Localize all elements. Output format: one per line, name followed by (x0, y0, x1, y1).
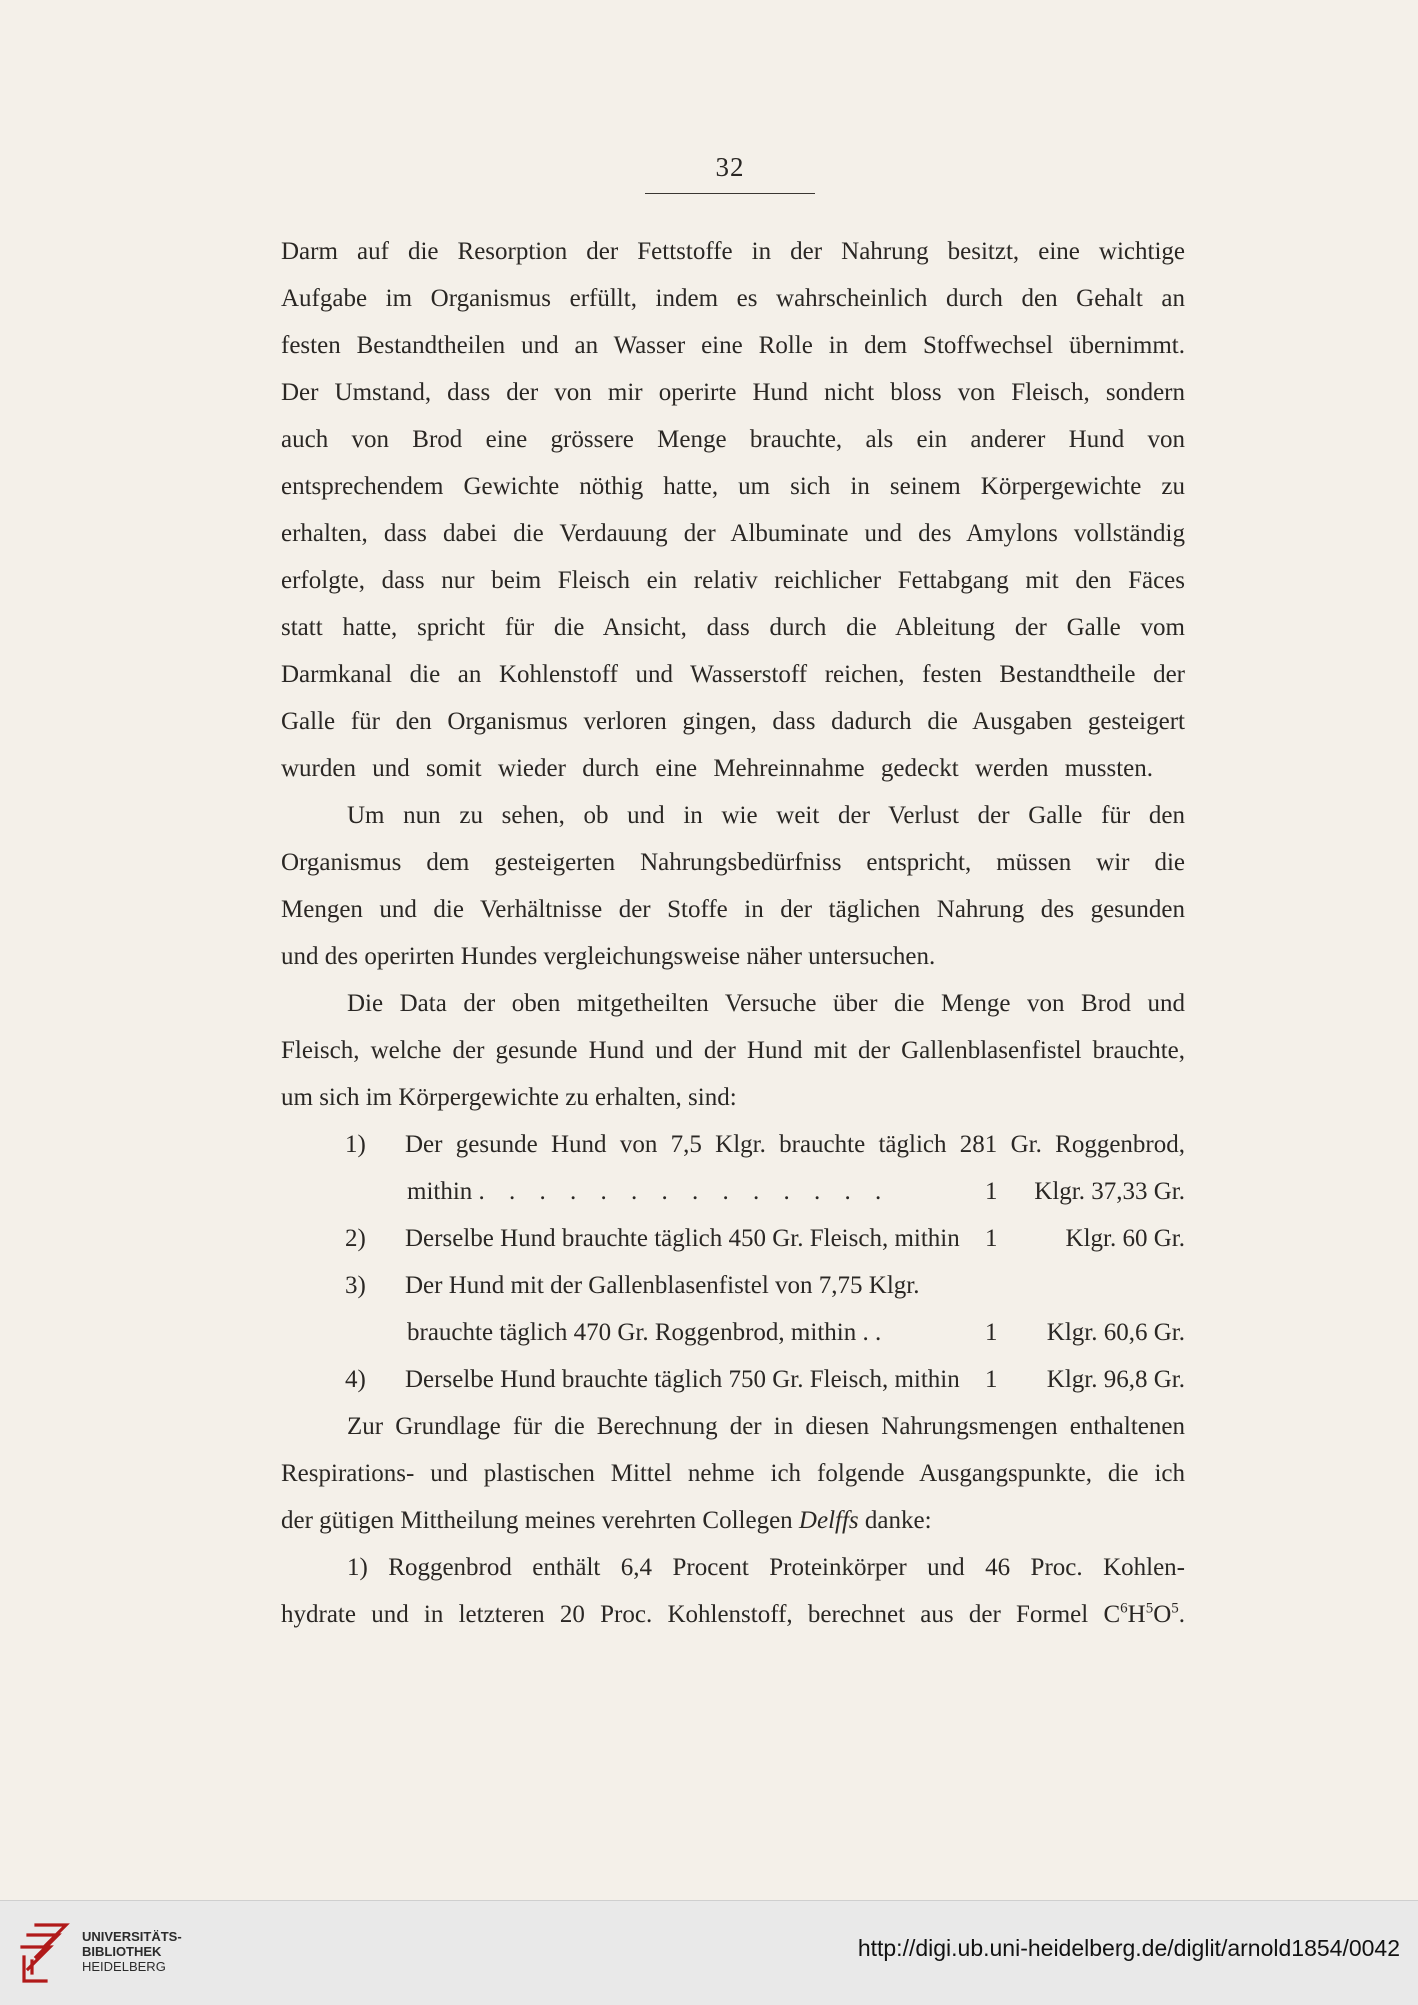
list-item (281, 1356, 1185, 1403)
library-footer (0, 1900, 1418, 2005)
list-text: Derselbe Hund brauchte täglich 450 Gr. Fleisch, mithin (405, 1225, 960, 1252)
page-body (281, 228, 1185, 1638)
list-text: Der Hund mit der Gallenblasenfistel von 7,75 Klgr. (405, 1272, 920, 1299)
numbered-list (281, 1121, 1185, 1403)
text-line: Darmkanal die an Kohlenstoff und Wasserstoff reichen, festen Bestandtheile der (281, 661, 1185, 688)
text-line: Zur Grundlage für die Berechnung der in diesen Nahrungsmengen enthaltenen (347, 1413, 1185, 1440)
list-number: 3) (345, 1272, 366, 1299)
text-line: Um nun zu sehen, ob und in wie weit der Verlust der Galle für den (347, 802, 1185, 829)
paragraph-3 (281, 980, 1185, 1121)
list-text (407, 1168, 985, 1215)
page-number-rule (645, 193, 815, 194)
text-line: Der Umstand, dass der von mir operirte Hund nicht bloss von Fleisch, sondern (281, 379, 1185, 406)
list-item-continuation (281, 1309, 1185, 1356)
text-line: 1) Roggenbrod enthält 6,4 Procent Proteinkörper und 46 Proc. Kohlen- (347, 1554, 1185, 1581)
list-text: Derselbe Hund brauchte täglich 750 Gr. Fleisch, mithin (405, 1366, 960, 1393)
text-line: auch von Brod eine grössere Menge brauchte, als ein anderer Hund von (281, 426, 1185, 453)
list-value: 1 Klgr. 60,6 Gr. (985, 1319, 1185, 1346)
text-line: Darm auf die Resorption der Fettstoffe in der Nahrung besitzt, eine wichtige (281, 238, 1185, 265)
list-number: 2) (345, 1225, 366, 1252)
text-line: wurden und somit wieder durch eine Mehreinnahme gedeckt werden mussten. (281, 755, 1153, 782)
text-line: erhalten, dass dabei die Verdauung der Albuminate und des Amylons vollständig (281, 520, 1185, 547)
paragraph-5 (281, 1544, 1185, 1638)
text-line: Die Data der oben mitgetheilten Versuche über die Menge von Brod und (347, 990, 1185, 1017)
list-item (281, 1215, 1185, 1262)
text-line: und des operirten Hundes vergleichungsweise näher untersuchen. (281, 943, 936, 970)
library-logo-text: UNIVERSITÄTS- BIBLIOTHEK HEIDELBERG (82, 1929, 182, 1974)
list-text-mithin: mithin (407, 1178, 473, 1205)
source-url[interactable]: http://digi.ub.uni-heidelberg.de/diglit/arnold1854/0042 (857, 1935, 1400, 1961)
text-line: Organismus dem gesteigerten Nahrungsbedürfniss entspricht, müssen wir die (281, 849, 1185, 876)
list-text: Der gesunde Hund von 7,5 Klgr. brauchte täglich 281 Gr. Roggenbrod, (405, 1131, 1185, 1158)
page-number: 32 (715, 152, 745, 182)
paragraph-1 (281, 228, 1185, 792)
list-value: 1 Klgr. 37,33 Gr. (985, 1178, 1185, 1205)
text-line: Mengen und die Verhältnisse der Stoffe in der täglichen Nahrung des gesunden (281, 896, 1185, 923)
text-line: erfolgte, dass nur beim Fleisch ein relativ reichlicher Fettabgang mit den Fäces (281, 567, 1185, 594)
list-text: brauchte täglich 470 Gr. Roggenbrod, mithin . . (407, 1319, 882, 1346)
list-number: 1) (345, 1131, 366, 1158)
text-line: hydrate und in letzteren 20 Proc. Kohlenstoff, berechnet aus der Formel C $^6H^5O^5$. (281, 1591, 1185, 1638)
text-line: festen Bestandtheilen und an Wasser eine Rolle in dem Stoffwechsel übernimmt. (281, 332, 1185, 359)
text-line: der gütigen Mittheilung meines verehrten Collegen Delffs danke: (281, 1507, 932, 1534)
paragraph-2 (281, 792, 1185, 980)
text-line: Aufgabe im Organismus erfüllt, indem es wahrscheinlich durch den Gehalt an (281, 285, 1185, 312)
text-line: Galle für den Organismus verloren gingen, dass dadurch die Ausgaben gesteigert (281, 708, 1185, 735)
author-name: Delffs (798, 1507, 859, 1534)
list-value: 1 Klgr. 60 Gr. (985, 1225, 1185, 1252)
list-item (281, 1121, 1185, 1168)
text-line: um sich im Körpergewichte zu erhalten, sind: (281, 1084, 737, 1111)
list-item (281, 1262, 1185, 1309)
text-line: Fleisch, welche der gesunde Hund und der Hund mit der Gallenblasenfistel brauchte, (281, 1037, 1185, 1064)
text-line: statt hatte, spricht für die Ansicht, dass durch die Ableitung der Galle vom (281, 614, 1185, 641)
list-number: 4) (345, 1366, 366, 1393)
text-line: Respirations- und plastischen Mittel nehme ich folgende Ausgangspunkte, die ich (281, 1460, 1185, 1487)
list-item-continuation (281, 1168, 1185, 1215)
leader-dots: . . . . . . . . . . . . . . (478, 1178, 891, 1205)
list-value: 1 Klgr. 96,8 Gr. (985, 1366, 1185, 1393)
paragraph-4 (281, 1403, 1185, 1544)
formula: $^6H^5O^5$. (1120, 1600, 1185, 1628)
library-logo-icon (16, 1921, 74, 1985)
text-line: entsprechendem Gewichte nöthig hatte, um sich in seinem Körpergewichte zu (281, 473, 1185, 500)
